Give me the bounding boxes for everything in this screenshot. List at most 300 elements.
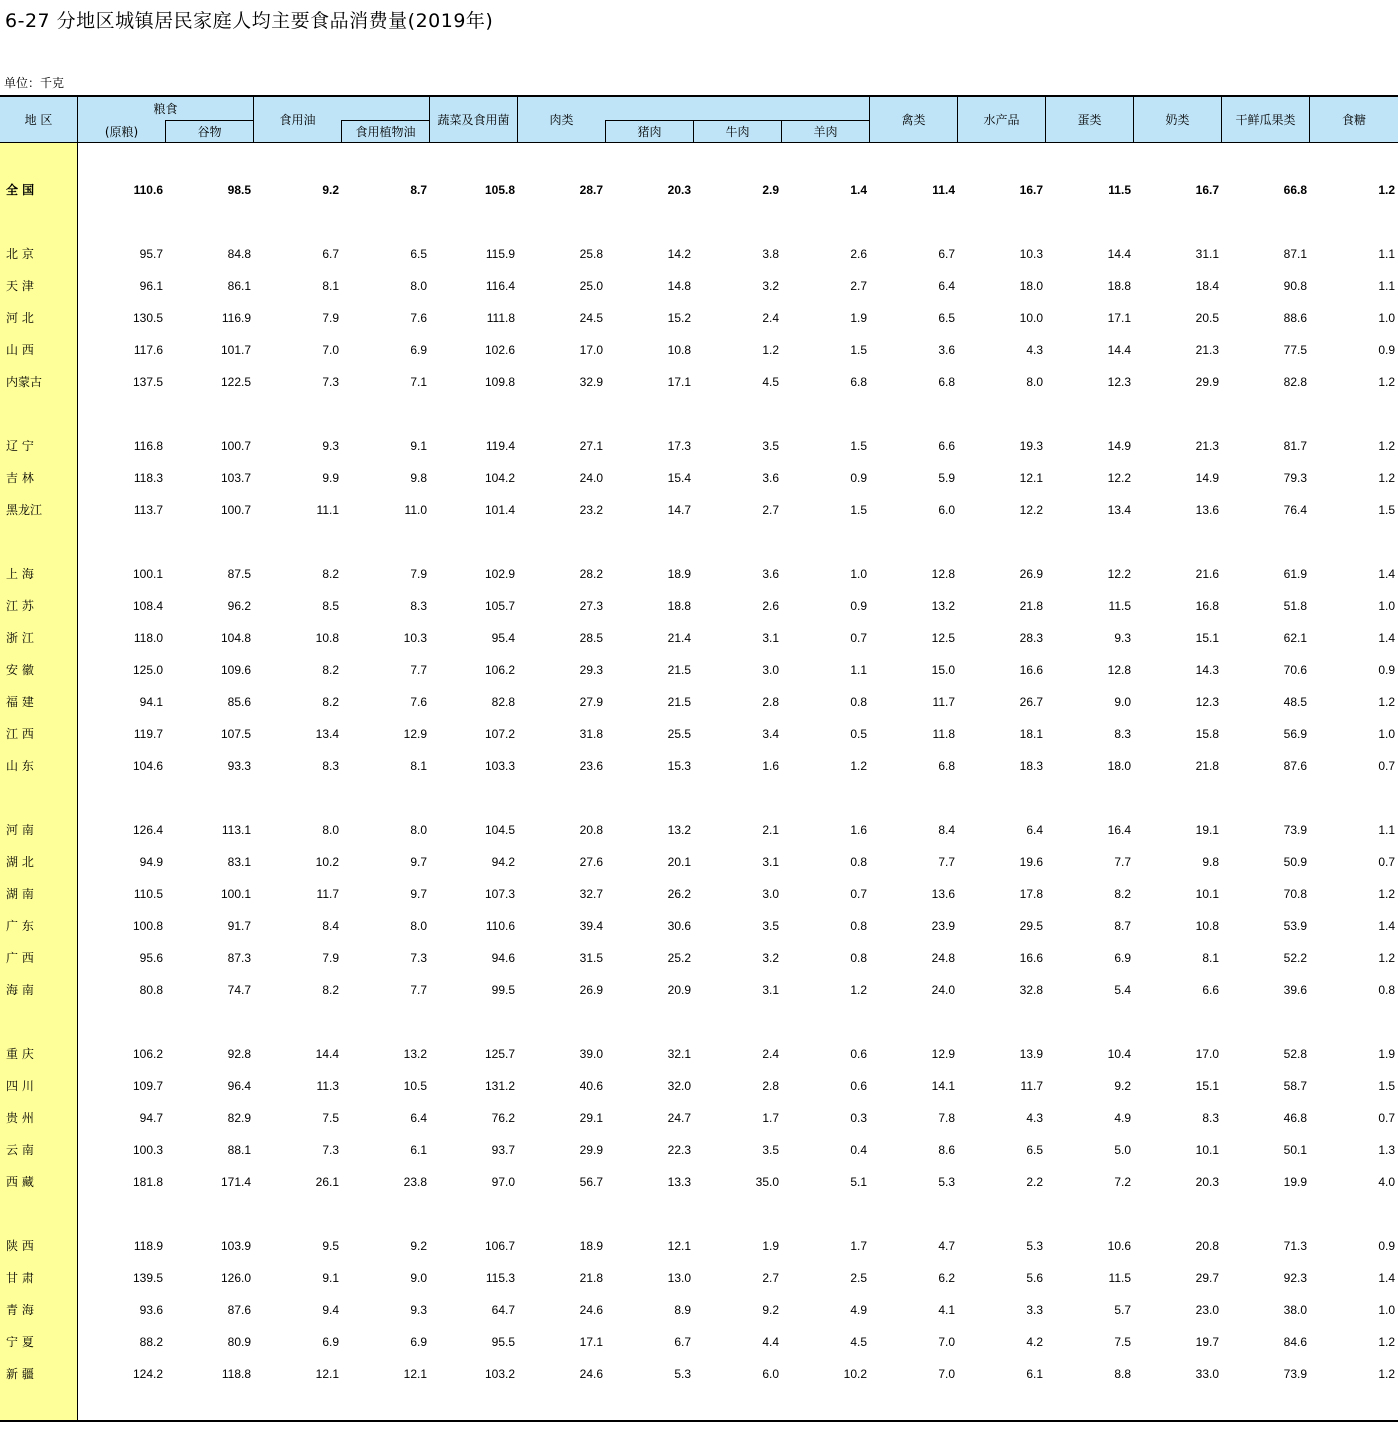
table-cell: 70.8 xyxy=(1283,887,1307,901)
table-cell: 24.5 xyxy=(579,311,603,325)
table-cell: 25.2 xyxy=(667,951,691,965)
region-name: 黑龙江 xyxy=(6,503,43,517)
table-cell: 19.7 xyxy=(1195,1335,1219,1349)
header-pork: 猪肉 xyxy=(637,124,662,139)
table-cell: 9.0 xyxy=(1114,695,1131,709)
table-cell: 5.9 xyxy=(938,471,955,485)
table-cell: 3.1 xyxy=(762,631,779,645)
table-cell: 20.1 xyxy=(667,855,691,869)
table-cell: 98.5 xyxy=(227,183,251,197)
table-cell: 4.5 xyxy=(762,375,779,389)
table-cell: 19.6 xyxy=(1019,855,1043,869)
table-cell: 14.3 xyxy=(1195,663,1219,677)
table-cell: 9.7 xyxy=(410,855,427,869)
region-name: 海 南 xyxy=(6,983,34,997)
table-cell: 84.8 xyxy=(227,247,251,261)
header-divider xyxy=(693,120,694,142)
table-cell: 17.0 xyxy=(579,343,603,357)
table-cell: 102.9 xyxy=(484,567,515,581)
table-cell: 2.6 xyxy=(762,599,779,613)
table-cell: 109.8 xyxy=(484,375,515,389)
table-cell: 15.8 xyxy=(1195,727,1219,741)
table-cell: 61.9 xyxy=(1283,567,1307,581)
table-cell: 11.7 xyxy=(1020,1079,1043,1093)
table-cell: 11.0 xyxy=(404,503,427,517)
table-cell: 109.7 xyxy=(132,1079,163,1093)
table-cell: 18.4 xyxy=(1195,279,1219,293)
table-cell: 27.3 xyxy=(579,599,603,613)
region-name: 北 京 xyxy=(6,247,34,261)
table-cell: 12.8 xyxy=(931,567,955,581)
table-cell: 40.6 xyxy=(579,1079,603,1093)
header-divider xyxy=(781,120,782,142)
table-cell: 4.4 xyxy=(762,1335,779,1349)
table-cell: 21.6 xyxy=(1195,567,1219,581)
table-row xyxy=(0,244,1398,264)
table-cell: 10.0 xyxy=(1019,311,1043,325)
table-cell: 6.4 xyxy=(938,279,955,293)
table-cell: 13.2 xyxy=(403,1047,427,1061)
table-cell: 103.9 xyxy=(220,1239,251,1253)
table-cell: 14.9 xyxy=(1195,471,1219,485)
header-sugar: 食糖 xyxy=(1341,113,1366,127)
table-cell: 35.0 xyxy=(755,1175,779,1189)
table-cell: 7.5 xyxy=(1114,1335,1131,1349)
table-header xyxy=(0,97,1398,142)
header-divider xyxy=(1045,97,1046,142)
table-cell: 18.0 xyxy=(1019,279,1043,293)
table-cell: 117.6 xyxy=(133,343,163,357)
table-cell: 4.9 xyxy=(1114,1111,1131,1125)
table-cell: 116.8 xyxy=(133,439,163,453)
table-cell: 15.0 xyxy=(931,663,955,677)
region-name: 青 海 xyxy=(6,1303,34,1317)
table-cell: 6.7 xyxy=(674,1335,691,1349)
table-cell: 102.6 xyxy=(484,343,515,357)
table-cell: 0.8 xyxy=(850,695,867,709)
header-divider xyxy=(342,120,429,121)
table-cell: 18.9 xyxy=(579,1239,603,1253)
region-name: 浙 江 xyxy=(6,631,34,645)
table-cell: 82.8 xyxy=(1283,375,1307,389)
header-divider xyxy=(166,120,253,121)
table-cell: 76.4 xyxy=(1283,503,1307,517)
table-cell: 8.9 xyxy=(674,1303,691,1317)
header-divider xyxy=(1309,97,1310,142)
region-name: 湖 南 xyxy=(6,887,34,901)
table-cell: 7.7 xyxy=(410,983,427,997)
table-cell: 110.6 xyxy=(133,183,163,197)
table-cell: 12.1 xyxy=(403,1367,427,1381)
table-row xyxy=(0,948,1398,968)
table-cell: 104.2 xyxy=(484,471,515,485)
table-cell: 0.3 xyxy=(850,1111,867,1125)
table-cell: 58.7 xyxy=(1283,1079,1307,1093)
table-cell: 80.9 xyxy=(227,1335,251,1349)
table-cell: 0.6 xyxy=(850,1079,867,1093)
table-cell: 26.1 xyxy=(315,1175,339,1189)
table-cell: 10.5 xyxy=(403,1079,427,1093)
table-cell: 20.3 xyxy=(1195,1175,1219,1189)
table-cell: 95.6 xyxy=(139,951,163,965)
table-cell: 1.4 xyxy=(1378,567,1395,581)
table-cell: 3.3 xyxy=(1026,1303,1043,1317)
table-cell: 11.5 xyxy=(1108,1271,1131,1285)
table-cell: 7.3 xyxy=(410,951,427,965)
table-cell: 28.3 xyxy=(1019,631,1043,645)
table-cell: 7.6 xyxy=(410,311,427,325)
table-cell: 29.3 xyxy=(579,663,603,677)
table-cell: 20.3 xyxy=(667,183,691,197)
table-cell: 18.0 xyxy=(1107,759,1131,773)
table-cell: 3.0 xyxy=(762,663,779,677)
table-cell: 10.2 xyxy=(315,855,339,869)
region-name: 重 庆 xyxy=(6,1047,34,1061)
table-cell: 12.9 xyxy=(403,727,427,741)
table-cell: 17.8 xyxy=(1019,887,1043,901)
table-cell: 29.9 xyxy=(1195,375,1219,389)
table-cell: 100.1 xyxy=(220,887,251,901)
table-row xyxy=(0,372,1398,392)
table-cell: 93.3 xyxy=(227,759,251,773)
table-row xyxy=(0,1364,1398,1384)
table-cell: 50.9 xyxy=(1283,855,1307,869)
table-cell: 14.1 xyxy=(931,1079,955,1093)
table-cell: 109.6 xyxy=(220,663,251,677)
table-cell: 0.9 xyxy=(1378,1239,1395,1253)
table-cell: 7.6 xyxy=(410,695,427,709)
table-cell: 125.0 xyxy=(132,663,163,677)
table-cell: 2.4 xyxy=(762,311,779,325)
table-cell: 9.8 xyxy=(1202,855,1219,869)
table-cell: 0.9 xyxy=(1378,663,1395,677)
region-name: 四 川 xyxy=(6,1079,34,1093)
table-cell: 96.2 xyxy=(227,599,251,613)
table-cell: 19.9 xyxy=(1283,1175,1307,1189)
table-cell: 11.3 xyxy=(316,1079,339,1093)
table-cell: 9.2 xyxy=(762,1303,779,1317)
table-cell: 0.8 xyxy=(850,951,867,965)
table-cell: 0.7 xyxy=(850,631,867,645)
table-cell: 5.6 xyxy=(1026,1271,1043,1285)
table-cell: 13.4 xyxy=(315,727,339,741)
table-cell: 21.3 xyxy=(1195,343,1219,357)
table-cell: 17.1 xyxy=(667,375,691,389)
table-cell: 13.3 xyxy=(667,1175,691,1189)
header-vegetables: 蔬菜及食用菌 xyxy=(437,113,510,127)
table-cell: 17.3 xyxy=(667,439,691,453)
table-cell: 6.9 xyxy=(1114,951,1131,965)
table-cell: 87.5 xyxy=(227,567,251,581)
table-cell: 14.4 xyxy=(315,1047,339,1061)
table-cell: 10.3 xyxy=(403,631,427,645)
table-cell: 62.1 xyxy=(1283,631,1307,645)
table-cell: 20.5 xyxy=(1195,311,1219,325)
table-cell: 1.6 xyxy=(762,759,779,773)
table-cell: 3.2 xyxy=(762,279,779,293)
table-cell: 64.7 xyxy=(491,1303,515,1317)
table-cell: 131.2 xyxy=(484,1079,515,1093)
table-cell: 14.7 xyxy=(667,503,691,517)
header-fruits: 干鲜瓜果类 xyxy=(1235,113,1296,127)
header-divider xyxy=(869,97,870,142)
table-cell: 171.4 xyxy=(220,1175,251,1189)
table-cell: 7.7 xyxy=(1114,855,1131,869)
table-cell: 103.2 xyxy=(484,1367,515,1381)
table-cell: 29.1 xyxy=(579,1111,603,1125)
header-divider xyxy=(165,120,166,142)
table-cell: 1.2 xyxy=(1378,1367,1395,1381)
table-cell: 1.1 xyxy=(850,663,867,677)
table-cell: 104.6 xyxy=(132,759,163,773)
table-row xyxy=(0,884,1398,904)
table-cell: 84.6 xyxy=(1283,1335,1307,1349)
header-bottom-border xyxy=(0,142,1398,143)
table-cell: 12.2 xyxy=(1107,471,1131,485)
table-cell: 181.8 xyxy=(132,1175,163,1189)
table-cell: 73.9 xyxy=(1283,823,1307,837)
table-cell: 6.7 xyxy=(322,247,339,261)
table-cell: 7.2 xyxy=(1114,1175,1131,1189)
table-cell: 8.2 xyxy=(322,663,339,677)
table-cell: 8.7 xyxy=(410,183,427,197)
header-veg-oil: 食用植物油 xyxy=(355,124,416,139)
header-cereal: 谷物 xyxy=(197,124,222,139)
table-cell: 7.1 xyxy=(410,375,427,389)
region-name: 江 苏 xyxy=(6,599,34,613)
table-cell: 8.2 xyxy=(1114,887,1131,901)
table-cell: 94.9 xyxy=(139,855,163,869)
table-cell: 12.2 xyxy=(1019,503,1043,517)
table-cell: 93.6 xyxy=(139,1303,163,1317)
table-cell: 14.4 xyxy=(1107,343,1131,357)
table-cell: 7.0 xyxy=(938,1367,955,1381)
region-name: 内蒙古 xyxy=(6,375,43,389)
table-cell: 11.1 xyxy=(316,503,339,517)
table-cell: 1.4 xyxy=(1378,919,1395,933)
table-cell: 2.8 xyxy=(762,1079,779,1093)
table-cell: 115.9 xyxy=(485,247,515,261)
table-cell: 21.8 xyxy=(1195,759,1219,773)
table-cell: 5.4 xyxy=(1114,983,1131,997)
table-cell: 25.5 xyxy=(667,727,691,741)
table-cell: 1.1 xyxy=(1378,279,1395,293)
table-cell: 1.7 xyxy=(850,1239,867,1253)
table-cell: 9.5 xyxy=(322,1239,339,1253)
table-cell: 14.9 xyxy=(1107,439,1131,453)
table-cell: 17.1 xyxy=(579,1335,603,1349)
table-row xyxy=(0,1108,1398,1128)
table-cell: 94.7 xyxy=(139,1111,163,1125)
table-cell: 100.8 xyxy=(132,919,163,933)
table-cell: 23.9 xyxy=(931,919,955,933)
table-cell: 5.1 xyxy=(850,1175,867,1189)
region-name: 云 南 xyxy=(6,1143,34,1157)
table-cell: 32.9 xyxy=(579,375,603,389)
header-aquatic: 水产品 xyxy=(983,113,1020,127)
table-cell: 0.4 xyxy=(850,1143,867,1157)
table-cell: 12.8 xyxy=(1107,663,1131,677)
table-cell: 48.5 xyxy=(1283,695,1307,709)
table-cell: 30.6 xyxy=(667,919,691,933)
table-cell: 100.3 xyxy=(132,1143,163,1157)
header-meat: 肉类 xyxy=(549,113,574,127)
table-cell: 2.7 xyxy=(850,279,867,293)
table-cell: 7.0 xyxy=(938,1335,955,1349)
header-divider xyxy=(253,97,254,142)
table-cell: 100.7 xyxy=(220,439,251,453)
table-cell: 106.2 xyxy=(132,1047,163,1061)
table-row xyxy=(0,340,1398,360)
table-cell: 77.5 xyxy=(1283,343,1307,357)
table-cell: 17.0 xyxy=(1195,1047,1219,1061)
region-name: 辽 宁 xyxy=(6,439,34,453)
header-divider xyxy=(429,97,430,142)
table-cell: 9.3 xyxy=(1114,631,1131,645)
table-cell: 28.5 xyxy=(579,631,603,645)
table-cell: 16.4 xyxy=(1107,823,1131,837)
table-cell: 1.2 xyxy=(1378,375,1395,389)
table-cell: 6.8 xyxy=(850,375,867,389)
table-cell: 4.3 xyxy=(1026,343,1043,357)
table-cell: 11.4 xyxy=(932,183,955,197)
table-cell: 18.3 xyxy=(1019,759,1043,773)
table-cell: 2.7 xyxy=(762,503,779,517)
header-divider xyxy=(605,120,606,142)
table-cell: 8.1 xyxy=(322,279,339,293)
table-cell: 9.4 xyxy=(322,1303,339,1317)
table-cell: 1.3 xyxy=(1378,1143,1395,1157)
header-divider xyxy=(606,120,869,121)
table-cell: 6.9 xyxy=(410,343,427,357)
table-cell: 118.0 xyxy=(133,631,163,645)
table-cell: 20.8 xyxy=(579,823,603,837)
table-cell: 92.8 xyxy=(227,1047,251,1061)
table-cell: 11.7 xyxy=(932,695,955,709)
region-name: 山 西 xyxy=(6,343,34,357)
table-cell: 29.5 xyxy=(1019,919,1043,933)
table-cell: 14.4 xyxy=(1107,247,1131,261)
table-cell: 39.0 xyxy=(579,1047,603,1061)
table-cell: 119.7 xyxy=(133,727,163,741)
table-cell: 82.8 xyxy=(491,695,515,709)
table-row xyxy=(0,1300,1398,1320)
table-cell: 10.8 xyxy=(315,631,339,645)
table-cell: 13.2 xyxy=(667,823,691,837)
table-cell: 92.3 xyxy=(1283,1271,1307,1285)
table-cell: 1.2 xyxy=(850,759,867,773)
table-cell: 1.6 xyxy=(850,823,867,837)
table-cell: 9.8 xyxy=(410,471,427,485)
table-cell: 9.1 xyxy=(322,1271,339,1285)
table-cell: 113.7 xyxy=(133,503,163,517)
table-cell: 95.7 xyxy=(139,247,163,261)
table-cell: 50.1 xyxy=(1283,1143,1307,1157)
header-oil: 食用油 xyxy=(279,113,316,127)
table-row-total xyxy=(0,180,1398,200)
table-cell: 1.2 xyxy=(1378,695,1395,709)
table-cell: 1.5 xyxy=(850,343,867,357)
table-cell: 21.8 xyxy=(579,1271,603,1285)
table-cell: 88.6 xyxy=(1283,311,1307,325)
table-cell: 3.5 xyxy=(762,1143,779,1157)
region-column-bg xyxy=(0,143,77,1420)
header-eggs: 蛋类 xyxy=(1077,113,1102,127)
table-row xyxy=(0,1172,1398,1192)
table-cell: 0.7 xyxy=(1378,759,1395,773)
table-cell: 126.4 xyxy=(132,823,163,837)
table-cell: 12.2 xyxy=(1107,567,1131,581)
table-cell: 104.8 xyxy=(220,631,251,645)
header-beef: 牛肉 xyxy=(725,124,750,139)
table-row xyxy=(0,916,1398,936)
table-cell: 38.0 xyxy=(1283,1303,1307,1317)
table-cell: 6.4 xyxy=(1026,823,1043,837)
table-cell: 0.9 xyxy=(850,599,867,613)
table-cell: 33.0 xyxy=(1195,1367,1219,1381)
table-cell: 16.7 xyxy=(1195,183,1219,197)
table-cell: 28.2 xyxy=(579,567,603,581)
table-cell: 94.6 xyxy=(491,951,515,965)
table-cell: 1.0 xyxy=(1378,311,1395,325)
table-cell: 19.3 xyxy=(1019,439,1043,453)
table-cell: 71.3 xyxy=(1283,1239,1307,1253)
table-cell: 103.3 xyxy=(484,759,515,773)
table-cell: 18.9 xyxy=(667,567,691,581)
table-cell: 9.3 xyxy=(410,1303,427,1317)
table-cell: 73.9 xyxy=(1283,1367,1307,1381)
table-cell: 126.0 xyxy=(220,1271,251,1285)
table-row xyxy=(0,564,1398,584)
table-cell: 6.9 xyxy=(322,1335,339,1349)
table-cell: 9.2 xyxy=(410,1239,427,1253)
table-row xyxy=(0,1140,1398,1160)
table-cell: 2.7 xyxy=(762,1271,779,1285)
table-cell: 88.1 xyxy=(227,1143,251,1157)
table-cell: 1.5 xyxy=(850,439,867,453)
region-name: 天 津 xyxy=(6,279,34,293)
header-grain: 粮食 xyxy=(153,102,178,116)
region-name: 西 藏 xyxy=(6,1175,34,1189)
region-name: 宁 夏 xyxy=(6,1335,34,1349)
header-milk: 奶类 xyxy=(1165,113,1190,127)
table-cell: 3.6 xyxy=(762,567,779,581)
table-cell: 107.3 xyxy=(484,887,515,901)
table-cell: 10.2 xyxy=(843,1367,867,1381)
table-cell: 17.1 xyxy=(1107,311,1131,325)
table-cell: 8.0 xyxy=(1026,375,1043,389)
table-cell: 1.2 xyxy=(1378,1335,1395,1349)
table-cell: 110.6 xyxy=(485,919,515,933)
table-cell: 94.1 xyxy=(139,695,163,709)
table-cell: 6.1 xyxy=(410,1143,427,1157)
region-name: 安 徽 xyxy=(6,663,34,677)
table-cell: 7.3 xyxy=(322,1143,339,1157)
table-cell: 12.1 xyxy=(667,1239,691,1253)
table-cell: 16.7 xyxy=(1019,183,1043,197)
table-cell: 2.1 xyxy=(762,823,779,837)
table-cell: 6.7 xyxy=(938,247,955,261)
table-cell: 32.1 xyxy=(667,1047,691,1061)
table-cell: 1.0 xyxy=(850,567,867,581)
table-cell: 8.4 xyxy=(938,823,955,837)
table-cell: 8.0 xyxy=(322,823,339,837)
table-cell: 99.5 xyxy=(491,983,515,997)
table-cell: 1.2 xyxy=(1378,951,1395,965)
table-cell: 21.5 xyxy=(667,663,691,677)
table-cell: 3.2 xyxy=(762,951,779,965)
table-cell: 0.7 xyxy=(1378,855,1395,869)
